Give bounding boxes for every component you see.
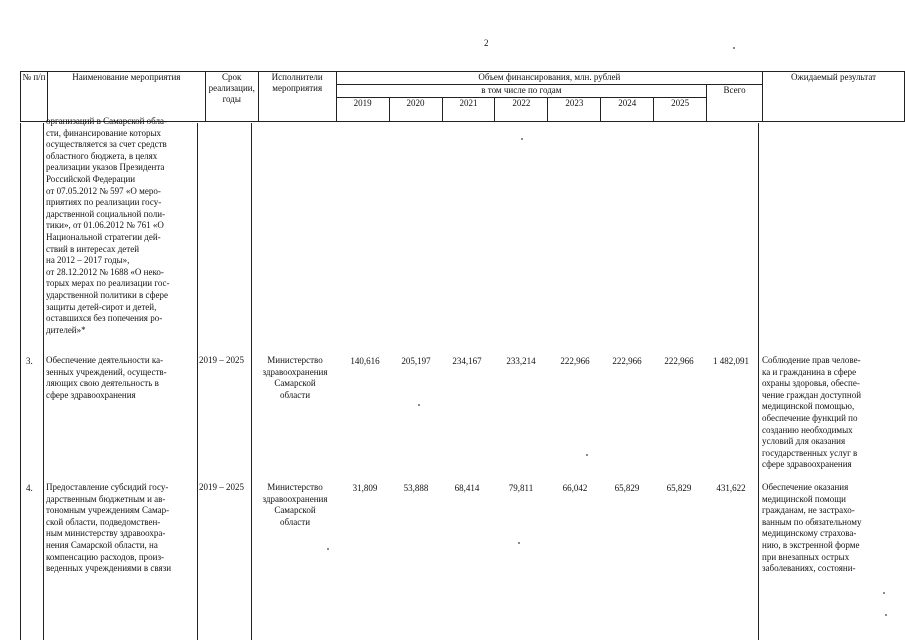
column-rule — [197, 123, 198, 640]
row-number: 3. — [26, 356, 33, 366]
row-value: 234,167 — [452, 356, 482, 366]
header-term: Срок реализации, годы — [205, 72, 258, 122]
row-name: Обеспечение деятельности ка- зенных учреждений, осуществ- ляющих свою деятельность в сфере здравоохранения — [46, 355, 167, 400]
scan-speck — [883, 592, 885, 594]
row-result: Обеспечение оказания медицинской помощи гражданам, не застрахо- ванным по обязательному медицинскому страхова- нию, в экстренной форме при внезапных острых заболеваниях, состояни- — [762, 482, 862, 574]
header-year: 2020 — [389, 98, 442, 122]
row-term: 2019 – 2025 — [199, 355, 244, 365]
scan-speck — [327, 548, 329, 550]
row-value: 65,829 — [666, 483, 692, 493]
row-executors: Министерство здравоохранения Самарской области — [262, 355, 328, 400]
header-year: 2023 — [548, 98, 601, 122]
row-number: 4. — [26, 483, 33, 493]
row-value: 65,829 — [614, 483, 640, 493]
row-value: 222,966 — [664, 356, 694, 366]
scan-speck — [885, 614, 887, 616]
row-value: 222,966 — [560, 356, 590, 366]
page-number: 2 — [484, 38, 489, 48]
row-name: Предоставление субсидий госу- дарственным бюджетным и ав- тономным учреждениям Самар- ской области, подведомствен- ным министерству здравоохра- нения Самарской области, на компенсацию расходов, произ- веденных учреждениями в связи — [46, 482, 172, 574]
row-term: 2019 – 2025 — [199, 482, 244, 492]
header-no: № п/п — [21, 72, 48, 122]
header-volume: Объем финансирования, млн. рублей — [336, 72, 762, 85]
column-rule — [43, 123, 44, 640]
header-total: Всего — [707, 85, 763, 122]
row-total: 431,622 — [716, 483, 746, 493]
row-executors: Министерство здравоохранения Самарской области — [262, 482, 328, 527]
header-by-years: в том числе по годам — [336, 85, 706, 98]
row-value: 68,414 — [454, 483, 480, 493]
row-value: 205,197 — [401, 356, 431, 366]
row-total: 1 482,091 — [713, 356, 749, 366]
scan-speck — [418, 404, 420, 406]
scan-speck — [586, 454, 588, 456]
header-year: 2022 — [495, 98, 548, 122]
row-value: 79,811 — [508, 483, 534, 493]
header-year: 2025 — [654, 98, 707, 122]
header-result: Ожидаемый результат — [763, 72, 905, 122]
row-result: Соблюдение прав челове- ка и гражданина в сфере охраны здоровья, обеспе- чение граждан доступной медицинской помощью, обеспечение функций по созданию необходимых условий для оказания государственных услуг в сфере здравоохранения — [762, 355, 862, 470]
cont-name: организаций в Самарской обла- сти, финансирование которых осуществляется за счет средств областного бюджета, в целях реализации указов Президента Российской Федерации от 07.05.2012 № 597 «О меро- приятиях по реализации госу- дарственной социальной поли- тики», от 01.06.2012 № 761 «О Национальной стратегии дей- ствий в интересах детей на 2012 – 2017 годы», от 28.12.2012 № 1688 «О неко- торых мерах по реализации гос- ударственной политики в сфере защиты детей-сирот и детей, оставшихся без попечения ро- дителей»* — [46, 116, 170, 335]
row-value: 66,042 — [562, 483, 588, 493]
table-header — [20, 71, 905, 122]
header-year: 2024 — [601, 98, 654, 122]
header-name: Наименование мероприятия — [47, 72, 205, 122]
scan-speck — [733, 47, 735, 49]
row-value: 140,616 — [350, 356, 380, 366]
header-year: 2021 — [442, 98, 495, 122]
header-executors: Исполнители мероприятия — [258, 72, 336, 122]
row-value: 233,214 — [506, 356, 536, 366]
column-rule — [20, 123, 21, 640]
row-value: 222,966 — [612, 356, 642, 366]
row-value: 53,888 — [403, 483, 429, 493]
column-rule — [758, 123, 759, 640]
scan-speck — [518, 542, 520, 544]
scan-speck — [521, 138, 523, 140]
header-year: 2019 — [336, 98, 389, 122]
row-value: 31,809 — [352, 483, 378, 493]
